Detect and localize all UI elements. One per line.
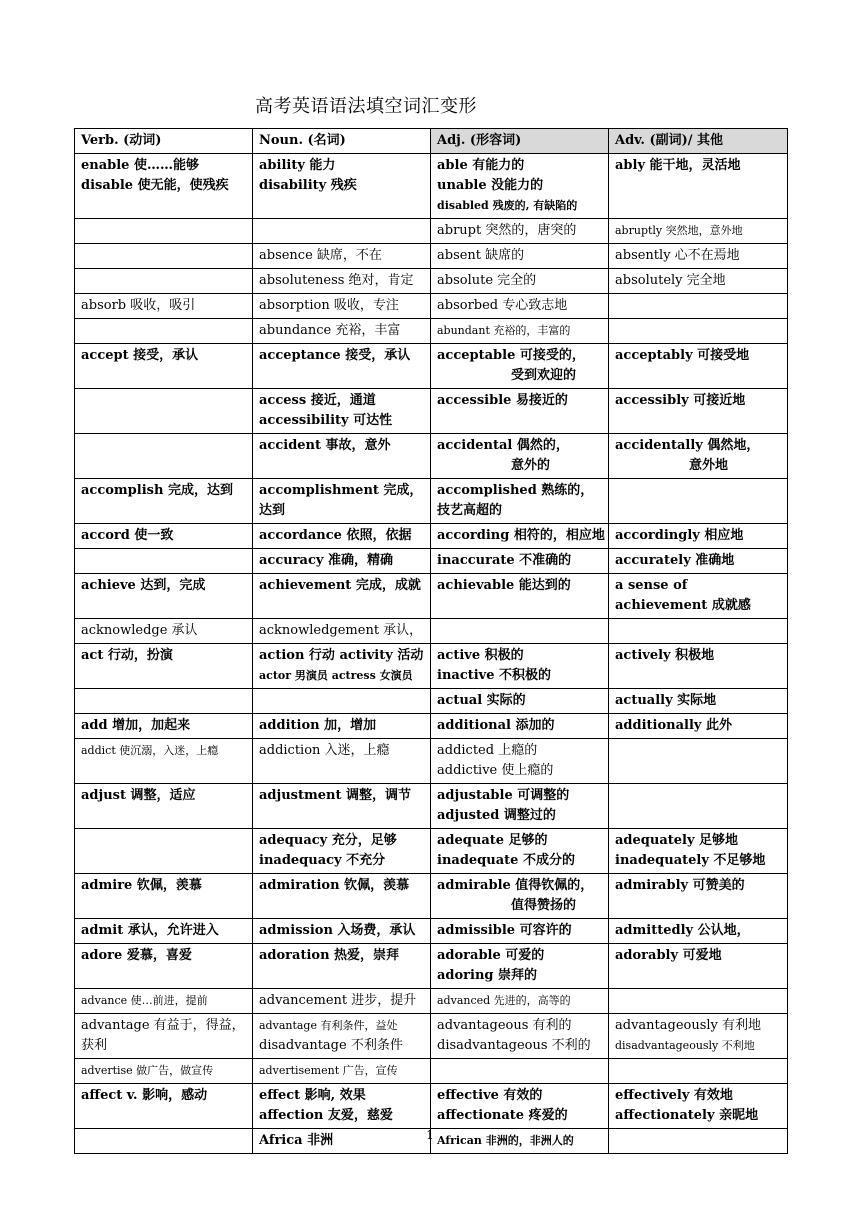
cell-line: advantageously 有利地 bbox=[615, 1018, 762, 1033]
adv-cell bbox=[609, 479, 788, 524]
adv-cell bbox=[609, 434, 788, 479]
cell-line: action 行动 activity 活动 bbox=[259, 648, 424, 663]
verb-cell bbox=[75, 689, 253, 714]
cell-line: advanced 先进的，高等的 bbox=[437, 994, 571, 1007]
cell-line: advantage 有利条件，益处 bbox=[259, 1019, 398, 1032]
adj-cell bbox=[431, 784, 609, 829]
adj-cell bbox=[431, 989, 609, 1014]
cell-line: absorb 吸收，吸引 bbox=[81, 298, 196, 313]
adv-cell bbox=[609, 219, 788, 244]
adj-cell bbox=[431, 619, 609, 644]
cell-line: act 行动，扮演 bbox=[81, 648, 173, 663]
table-row bbox=[75, 619, 788, 644]
noun-cell bbox=[253, 944, 431, 989]
cell-line: acceptably 可接受地 bbox=[615, 348, 750, 363]
adv-cell bbox=[609, 1014, 788, 1059]
verb-cell bbox=[75, 294, 253, 319]
cell-line: accidental 偶然的， bbox=[437, 438, 569, 453]
noun-cell bbox=[253, 739, 431, 784]
cell-line: addition 加，增加 bbox=[259, 718, 377, 733]
table-row bbox=[75, 319, 788, 344]
cell-line: according 相符的，相应地 bbox=[437, 528, 605, 543]
header-row bbox=[75, 129, 788, 154]
cell-line: add 增加，加起来 bbox=[81, 718, 191, 733]
adv-cell bbox=[609, 1084, 788, 1129]
cell-line: accordingly 相应地 bbox=[615, 528, 744, 543]
adv-cell bbox=[609, 989, 788, 1014]
cell-line: achievement 完成，成就 bbox=[259, 578, 421, 593]
cell-line: advantage 有益于，得益，获利 bbox=[81, 1018, 245, 1053]
adv-cell bbox=[609, 154, 788, 219]
cell-line: accessible 易接近的 bbox=[437, 393, 568, 408]
adj-cell bbox=[431, 244, 609, 269]
cell-line: accomplishment 完成，达到 bbox=[259, 483, 423, 518]
adv-cell bbox=[609, 524, 788, 549]
cell-line: absorbed 专心致志地 bbox=[437, 298, 568, 313]
verb-cell bbox=[75, 574, 253, 619]
adv-cell bbox=[609, 244, 788, 269]
adv-cell bbox=[609, 644, 788, 689]
adv-cell bbox=[609, 549, 788, 574]
adv-cell bbox=[609, 294, 788, 319]
cell-line: ability 能力 bbox=[259, 158, 336, 173]
verb-cell bbox=[75, 389, 253, 434]
table-row bbox=[75, 244, 788, 269]
cell-line: affectionate 疼爱的 bbox=[437, 1108, 568, 1123]
adv-cell bbox=[609, 944, 788, 989]
cell-line: adequacy 充分，足够 bbox=[259, 833, 397, 848]
table-row bbox=[75, 874, 788, 919]
cell-line: additionally 此外 bbox=[615, 718, 732, 733]
adv-cell bbox=[609, 1059, 788, 1084]
verb-cell bbox=[75, 1059, 253, 1084]
noun-cell bbox=[253, 689, 431, 714]
page-number: 1 bbox=[426, 1128, 434, 1142]
cell-line: absence 缺席，不在 bbox=[259, 248, 382, 263]
verb-cell bbox=[75, 524, 253, 549]
cell-line: absent 缺席的 bbox=[437, 248, 525, 263]
cell-line: admiration 钦佩，羡慕 bbox=[259, 878, 410, 893]
adv-cell bbox=[609, 689, 788, 714]
noun-cell bbox=[253, 644, 431, 689]
cell-line: accomplish 完成，达到 bbox=[81, 483, 233, 498]
cell-line: adjustment 调整，调节 bbox=[259, 788, 412, 803]
verb-cell bbox=[75, 219, 253, 244]
cell-line: addict 使沉溺，入迷，上瘾 bbox=[81, 744, 219, 757]
noun-cell bbox=[253, 244, 431, 269]
cell-line: affection 友爱，慈爱 bbox=[259, 1108, 393, 1123]
cell-line: achievable 能达到的 bbox=[437, 578, 571, 593]
cell-line: ably 能干地，灵活地 bbox=[615, 158, 741, 173]
cell-line: adorable 可爱的 bbox=[437, 948, 545, 963]
cell-line: affect v. 影响，感动 bbox=[81, 1088, 208, 1103]
table-row bbox=[75, 919, 788, 944]
cell-line: accidentally 偶然地， bbox=[615, 438, 760, 453]
cell-line: actor 男演员 actress 女演员 bbox=[259, 669, 413, 682]
cell-line: effectively 有效地 bbox=[615, 1088, 733, 1103]
noun-cell bbox=[253, 524, 431, 549]
noun-cell bbox=[253, 919, 431, 944]
noun-cell bbox=[253, 1059, 431, 1084]
cell-line: active 积极的 bbox=[437, 648, 524, 663]
table-row bbox=[75, 1059, 788, 1084]
cell-line: inadequacy 不充分 bbox=[259, 853, 386, 868]
verb-cell bbox=[75, 269, 253, 294]
adv-cell bbox=[609, 919, 788, 944]
noun-cell bbox=[253, 269, 431, 294]
verb-cell bbox=[75, 784, 253, 829]
noun-cell bbox=[253, 344, 431, 389]
adv-cell bbox=[609, 389, 788, 434]
table-row bbox=[75, 574, 788, 619]
noun-cell bbox=[253, 989, 431, 1014]
noun-cell bbox=[253, 1014, 431, 1059]
verb-cell bbox=[75, 644, 253, 689]
cell-line: abundance 充裕，丰富 bbox=[259, 323, 401, 338]
noun-cell bbox=[253, 294, 431, 319]
table-row bbox=[75, 829, 788, 874]
adv-cell bbox=[609, 344, 788, 389]
cell-line: accident 事故，意外 bbox=[259, 438, 391, 453]
cell-line: access 接近，通道 bbox=[259, 393, 376, 408]
verb-cell bbox=[75, 244, 253, 269]
cell-line: accuracy 准确，精确 bbox=[259, 553, 393, 568]
cell-line: actively 积极地 bbox=[615, 648, 715, 663]
adj-cell bbox=[431, 434, 609, 479]
cell-line: adequate 足够的 bbox=[437, 833, 548, 848]
cell-line: effective 有效的 bbox=[437, 1088, 543, 1103]
cell-line: adjustable 可调整的 bbox=[437, 788, 570, 803]
cell-line: advancement 进步，提升 bbox=[259, 993, 417, 1008]
cell-line: admissible 可容许的 bbox=[437, 923, 572, 938]
adv-cell bbox=[609, 319, 788, 344]
header-adv: Adv. (副词)/ 其他 bbox=[609, 129, 788, 154]
verb-cell bbox=[75, 989, 253, 1014]
cell-line: accessibly 可接近地 bbox=[615, 393, 746, 408]
cell-line: admittedly 公认地， bbox=[615, 923, 750, 938]
adj-cell bbox=[431, 219, 609, 244]
cell-line: 受到欢迎的 bbox=[511, 368, 577, 383]
adj-cell bbox=[431, 294, 609, 319]
adj-cell bbox=[431, 1014, 609, 1059]
verb-cell bbox=[75, 944, 253, 989]
cell-line: absoluteness 绝对，肯定 bbox=[259, 273, 414, 288]
adv-cell bbox=[609, 714, 788, 739]
cell-line: achieve 达到，完成 bbox=[81, 578, 206, 593]
cell-line: additional 添加的 bbox=[437, 718, 555, 733]
adv-cell bbox=[609, 874, 788, 919]
table-row bbox=[75, 784, 788, 829]
cell-line: Africa 非洲 bbox=[259, 1133, 334, 1148]
cell-line: 意外地 bbox=[689, 458, 729, 473]
adj-cell bbox=[431, 479, 609, 524]
cell-line: advertisement 广告，宣传 bbox=[259, 1064, 398, 1077]
cell-line: admirable 值得钦佩的， bbox=[437, 878, 594, 893]
cell-line: absently 心不在焉地 bbox=[615, 248, 740, 263]
cell-line: advance 使…前进，提前 bbox=[81, 994, 208, 1007]
table-row bbox=[75, 389, 788, 434]
noun-cell bbox=[253, 714, 431, 739]
cell-line: absolutely 完全地 bbox=[615, 273, 726, 288]
noun-cell bbox=[253, 829, 431, 874]
cell-line: adjusted 调整过的 bbox=[437, 808, 556, 823]
adj-cell bbox=[431, 549, 609, 574]
table-row bbox=[75, 479, 788, 524]
verb-cell bbox=[75, 479, 253, 524]
cell-line: acceptance 接受，承认 bbox=[259, 348, 411, 363]
noun-cell bbox=[253, 219, 431, 244]
verb-cell bbox=[75, 739, 253, 784]
noun-cell bbox=[253, 574, 431, 619]
verb-cell bbox=[75, 919, 253, 944]
cell-line: acceptable 可接受的， bbox=[437, 348, 585, 363]
verb-cell bbox=[75, 344, 253, 389]
cell-line: disable 使无能，使残疾 bbox=[81, 178, 229, 193]
cell-line: admit 承认，允许进入 bbox=[81, 923, 219, 938]
noun-cell bbox=[253, 479, 431, 524]
vocab-table bbox=[74, 128, 788, 1154]
adj-cell bbox=[431, 829, 609, 874]
noun-cell bbox=[253, 1084, 431, 1129]
adj-cell bbox=[431, 524, 609, 549]
adv-cell bbox=[609, 739, 788, 784]
adv-cell bbox=[609, 269, 788, 294]
verb-cell bbox=[75, 1084, 253, 1129]
adj-cell bbox=[431, 1084, 609, 1129]
adj-cell bbox=[431, 269, 609, 294]
table-row bbox=[75, 434, 788, 479]
table-row bbox=[75, 714, 788, 739]
cell-line: inadequately 不足够地 bbox=[615, 853, 766, 868]
cell-line: disabled 残废的, 有缺陷的 bbox=[437, 199, 578, 212]
verb-cell bbox=[75, 874, 253, 919]
cell-line: absolute 完全的 bbox=[437, 273, 537, 288]
cell-line: accordance 依照，依据 bbox=[259, 528, 412, 543]
adj-cell bbox=[431, 944, 609, 989]
cell-line: inaccurate 不准确的 bbox=[437, 553, 572, 568]
verb-cell bbox=[75, 1014, 253, 1059]
cell-line: affectionately 亲昵地 bbox=[615, 1108, 759, 1123]
adj-cell bbox=[431, 1059, 609, 1084]
header-noun: Noun. (名词) bbox=[253, 129, 431, 154]
verb-cell bbox=[75, 549, 253, 574]
cell-line: actually 实际地 bbox=[615, 693, 717, 708]
cell-line: unable 没能力的 bbox=[437, 178, 544, 193]
cell-line: African 非洲的，非洲人的 bbox=[437, 1134, 574, 1147]
cell-line: disability 残疾 bbox=[259, 178, 357, 193]
cell-line: absorption 吸收，专注 bbox=[259, 298, 399, 313]
table-row bbox=[75, 1084, 788, 1129]
cell-line: inadequate 不成分的 bbox=[437, 853, 575, 868]
adv-cell bbox=[609, 619, 788, 644]
cell-line: adoring 崇拜的 bbox=[437, 968, 538, 983]
verb-cell bbox=[75, 434, 253, 479]
noun-cell bbox=[253, 784, 431, 829]
cell-line: adore 爱慕，喜爱 bbox=[81, 948, 192, 963]
table-row bbox=[75, 549, 788, 574]
noun-cell bbox=[253, 319, 431, 344]
noun-cell bbox=[253, 434, 431, 479]
noun-cell bbox=[253, 874, 431, 919]
cell-line: abruptly 突然地，意外地 bbox=[615, 224, 743, 237]
cell-line: acknowledgement 承认， bbox=[259, 623, 423, 638]
table-row bbox=[75, 944, 788, 989]
header-adj: Adj. (形容词) bbox=[431, 129, 609, 154]
adv-cell bbox=[609, 574, 788, 619]
verb-cell bbox=[75, 714, 253, 739]
verb-cell bbox=[75, 154, 253, 219]
verb-cell bbox=[75, 319, 253, 344]
cell-line: disadvantageously 不利地 bbox=[615, 1039, 755, 1052]
table-row bbox=[75, 524, 788, 549]
cell-line: accurately 准确地 bbox=[615, 553, 735, 568]
adj-cell bbox=[431, 714, 609, 739]
table-row bbox=[75, 689, 788, 714]
adj-cell bbox=[431, 154, 609, 219]
cell-line: accept 接受，承认 bbox=[81, 348, 199, 363]
table-row bbox=[75, 219, 788, 244]
page-title: 高考英语语法填空词汇变形 bbox=[255, 96, 477, 117]
adj-cell bbox=[431, 644, 609, 689]
table-row bbox=[75, 294, 788, 319]
noun-cell bbox=[253, 619, 431, 644]
adj-cell bbox=[431, 574, 609, 619]
cell-line: advertise 做广告，做宣传 bbox=[81, 1064, 214, 1077]
cell-line: 意外的 bbox=[511, 458, 551, 473]
cell-line: adorably 可爱地 bbox=[615, 948, 722, 963]
table-row bbox=[75, 1014, 788, 1059]
cell-line: adoration 热爱，崇拜 bbox=[259, 948, 400, 963]
cell-line: adequately 足够地 bbox=[615, 833, 739, 848]
cell-line: accord 使一致 bbox=[81, 528, 174, 543]
cell-line: admire 钦佩，羡慕 bbox=[81, 878, 202, 893]
cell-line: actual 实际的 bbox=[437, 693, 526, 708]
table-row bbox=[75, 989, 788, 1014]
cell-line: advantageous 有利的 bbox=[437, 1018, 572, 1033]
table-row bbox=[75, 644, 788, 689]
cell-line: addicted 上瘾的 bbox=[437, 743, 538, 758]
cell-line: accessibility 可达性 bbox=[259, 413, 393, 428]
cell-line: adjust 调整，适应 bbox=[81, 788, 196, 803]
adj-cell bbox=[431, 874, 609, 919]
adj-cell bbox=[431, 739, 609, 784]
cell-line: abrupt 突然的，唐突的 bbox=[437, 223, 577, 238]
table-row bbox=[75, 344, 788, 389]
verb-cell bbox=[75, 829, 253, 874]
noun-cell bbox=[253, 154, 431, 219]
cell-line: effect 影响, 效果 bbox=[259, 1088, 366, 1103]
table-row bbox=[75, 739, 788, 784]
cell-line: 值得赞扬的 bbox=[511, 898, 577, 913]
cell-line: able 有能力的 bbox=[437, 158, 525, 173]
cell-line: addictive 使上瘾的 bbox=[437, 763, 554, 778]
cell-line: enable 使……能够 bbox=[81, 158, 199, 173]
cell-line: inactive 不积极的 bbox=[437, 668, 552, 683]
adj-cell bbox=[431, 319, 609, 344]
table-row bbox=[75, 154, 788, 219]
adj-cell bbox=[431, 689, 609, 714]
noun-cell bbox=[253, 389, 431, 434]
cell-line: disadvantage 不利条件 bbox=[259, 1038, 403, 1053]
cell-line: addiction 入迷，上瘾 bbox=[259, 743, 390, 758]
adj-cell bbox=[431, 919, 609, 944]
adj-cell bbox=[431, 344, 609, 389]
verb-cell bbox=[75, 619, 253, 644]
adv-cell bbox=[609, 784, 788, 829]
adj-cell bbox=[431, 389, 609, 434]
cell-line: admirably 可赞美的 bbox=[615, 878, 745, 893]
cell-line: admission 入场费，承认 bbox=[259, 923, 416, 938]
cell-line: disadvantageous 不利的 bbox=[437, 1038, 591, 1053]
cell-line: abundant 充裕的，丰富的 bbox=[437, 324, 571, 337]
cell-line: accomplished 熟练的，技艺高超的 bbox=[437, 483, 594, 518]
adv-cell bbox=[609, 829, 788, 874]
header-verb: Verb. (动词) bbox=[75, 129, 253, 154]
noun-cell bbox=[253, 549, 431, 574]
cell-line: a sense of achievement 成就感 bbox=[615, 578, 751, 613]
table-row bbox=[75, 269, 788, 294]
cell-line: acknowledge 承认 bbox=[81, 623, 198, 638]
